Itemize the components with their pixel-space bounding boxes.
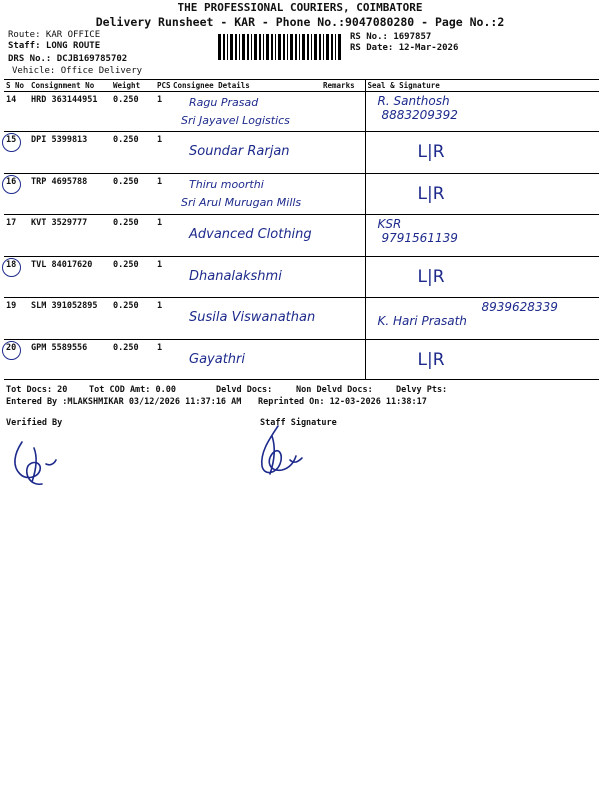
consignment-number-text: TRP 4695788: [31, 177, 88, 187]
weight-value-text: 0.250: [113, 95, 139, 105]
seal-handwritten: L|R: [417, 350, 445, 370]
consignee-details: [171, 132, 321, 174]
pcs-value-text: 1: [157, 135, 163, 145]
staff-signature: [250, 424, 310, 480]
consignment-number: [29, 215, 111, 257]
consignee-details: [171, 215, 321, 257]
row-serial-number-text: 20: [6, 343, 17, 353]
pcs-value: [155, 298, 171, 340]
pcs-value-text: 1: [157, 301, 163, 311]
row-serial-number: [4, 132, 29, 174]
consignment-number: [29, 340, 111, 380]
seal-handwritten: 8883209392: [381, 108, 458, 122]
weight-value-text: 0.250: [113, 218, 139, 228]
table-header-row: [4, 80, 599, 92]
seal-signature: [365, 92, 599, 132]
pcs-value-text: 1: [157, 95, 163, 105]
table-row: [4, 257, 599, 298]
weight-value: [111, 257, 155, 298]
row-serial-number: [4, 215, 29, 257]
runsheet-table: [4, 79, 599, 380]
consignee-details: [171, 174, 321, 215]
reprinted-on: Reprinted On: 12-03-2026 11:38:17: [258, 397, 427, 407]
rs-number: RS No.: 1697857: [350, 32, 432, 42]
consignee-handwritten: Soundar Rarjan: [189, 144, 290, 159]
row-serial-number-text: 15: [6, 135, 17, 145]
total-docs: Tot Docs: 20: [6, 385, 68, 395]
weight-value: [111, 92, 155, 132]
pcs-value-text: 1: [157, 260, 163, 270]
row-serial-number-text: 17: [6, 218, 17, 228]
seal-handwritten: KSR: [377, 217, 402, 231]
weight-value-text: 0.250: [113, 343, 139, 353]
remarks-cell: [321, 92, 365, 132]
pcs-value: [155, 340, 171, 380]
col-header-pcs: PCS: [157, 81, 171, 90]
weight-value-text: 0.250: [113, 135, 139, 145]
col-header-seal-signature: Seal & Signature: [365, 80, 599, 92]
verified-signature: [8, 434, 68, 494]
seal-handwritten: 9791561139: [381, 231, 458, 245]
verified-by-label: Verified By: [6, 418, 63, 428]
weight-value-text: 0.250: [113, 177, 139, 187]
company-name: THE PROFESSIONAL COURIERS, COIMBATORE: [177, 1, 423, 14]
pcs-value: [155, 132, 171, 174]
consignee-details: [171, 92, 321, 132]
consignment-number-text: GPM 5589556: [31, 343, 88, 353]
consignee-handwritten: Gayathri: [189, 352, 245, 367]
delivery-points: Delvy Pts:: [396, 385, 448, 395]
staff-label: Staff: LONG ROUTE: [8, 41, 101, 51]
vehicle-label: Vehicle: Office Delivery: [12, 66, 143, 76]
remarks-cell: [321, 257, 365, 298]
seal-signature: [365, 132, 599, 174]
consignment-number-text: TVL 84017620: [31, 260, 93, 270]
col-header-consignment: Consignment No: [29, 80, 111, 92]
row-serial-number: [4, 257, 29, 298]
consignment-number-text: SLM 391052895: [31, 301, 98, 311]
seal-handwritten: L|R: [417, 267, 445, 287]
consignee-handwritten: Sri Jayavel Logistics: [181, 114, 290, 127]
col-header-weight: Weight: [111, 80, 155, 92]
pcs-value: [155, 92, 171, 132]
table-row: [4, 92, 599, 132]
row-serial-number: [4, 298, 29, 340]
delivered-docs: Delvd Docs:: [216, 385, 273, 395]
circle-mark: [2, 341, 21, 360]
barcode-image: [218, 34, 344, 60]
seal-handwritten: R. Santhosh: [377, 94, 450, 108]
col-header-consignee: Consignee Details: [171, 80, 321, 92]
seal-signature: [365, 340, 599, 380]
weight-value: [111, 298, 155, 340]
pcs-value: [155, 215, 171, 257]
row-serial-number-text: 14: [6, 95, 17, 105]
runsheet-title: Delivery Runsheet - KAR - Phone No.:9047080280 - Page No.:2: [95, 15, 505, 29]
non-delivered-docs: Non Delvd Docs:: [296, 385, 373, 395]
pcs-value: [155, 174, 171, 215]
circle-mark: [2, 258, 21, 277]
row-serial-number-text: 18: [6, 260, 17, 270]
pcs-value-text: 1: [157, 343, 163, 353]
consignee-handwritten: Advanced Clothing: [189, 227, 312, 242]
weight-value-text: 0.250: [113, 260, 139, 270]
seal-handwritten: L|R: [417, 142, 445, 162]
consignment-number: [29, 257, 111, 298]
consignment-number-text: HRD 363144951: [31, 95, 98, 105]
remarks-cell: [321, 174, 365, 215]
total-cod-amount: Tot COD Amt: 0.00: [89, 385, 176, 395]
consignment-number: [29, 132, 111, 174]
consignee-handwritten: Ragu Prasad: [189, 96, 259, 109]
entered-by: Entered By :MLAKSHMIKAR 03/12/2026 11:37:16 AM: [6, 397, 242, 407]
row-serial-number: [4, 340, 29, 380]
row-serial-number-text: 19: [6, 301, 17, 311]
row-serial-number: [4, 92, 29, 132]
seal-signature: [365, 298, 599, 340]
consignment-number: [29, 298, 111, 340]
consignee-handwritten: Thiru moorthi: [189, 178, 264, 191]
route-label: Route: KAR OFFICE: [8, 30, 101, 40]
consignee-handwritten: Sri Arul Murugan Mills: [181, 196, 302, 209]
staff-signature-label: Staff Signature: [260, 418, 337, 428]
pcs-value-text: 1: [157, 218, 163, 228]
remarks-cell: [321, 132, 365, 174]
consignment-number: [29, 174, 111, 215]
consignment-number-text: KVT 3529777: [31, 218, 88, 228]
circle-mark: [2, 175, 21, 194]
consignee-handwritten: Dhanalakshmi: [189, 269, 282, 284]
seal-signature: [365, 257, 599, 298]
seal-handwritten: L|R: [417, 184, 445, 204]
seal-signature: [365, 215, 599, 257]
drs-number: DRS No.: DCJB169785702: [8, 54, 128, 64]
row-serial-number-text: 16: [6, 177, 17, 187]
seal-handwritten: 8939628339: [481, 300, 558, 314]
row-serial-number: [4, 174, 29, 215]
seal-handwritten: K. Hari Prasath: [377, 314, 467, 328]
table-row: [4, 174, 599, 215]
remarks-cell: [321, 215, 365, 257]
consignment-number: [29, 92, 111, 132]
consignee-details: [171, 257, 321, 298]
pcs-value: [155, 257, 171, 298]
col-header-remarks: Remarks: [321, 80, 365, 92]
rs-date: RS Date: 12-Mar-2026: [350, 43, 459, 53]
col-header-sno: S No: [4, 80, 29, 92]
weight-value: [111, 132, 155, 174]
table-row: [4, 298, 599, 340]
consignee-details: [171, 298, 321, 340]
weight-value: [111, 340, 155, 380]
remarks-cell: [321, 340, 365, 380]
weight-value: [111, 215, 155, 257]
seal-signature: [365, 174, 599, 215]
weight-value: [111, 174, 155, 215]
consignee-details: [171, 340, 321, 380]
table-row: [4, 340, 599, 380]
weight-value-text: 0.250: [113, 301, 139, 311]
pcs-value-text: 1: [157, 177, 163, 187]
table-row: [4, 215, 599, 257]
circle-mark: [2, 133, 21, 152]
consignee-handwritten: Susila Viswanathan: [189, 310, 316, 325]
consignment-number-text: DPI 5399813: [31, 135, 88, 145]
remarks-cell: [321, 298, 365, 340]
table-row: [4, 132, 599, 174]
